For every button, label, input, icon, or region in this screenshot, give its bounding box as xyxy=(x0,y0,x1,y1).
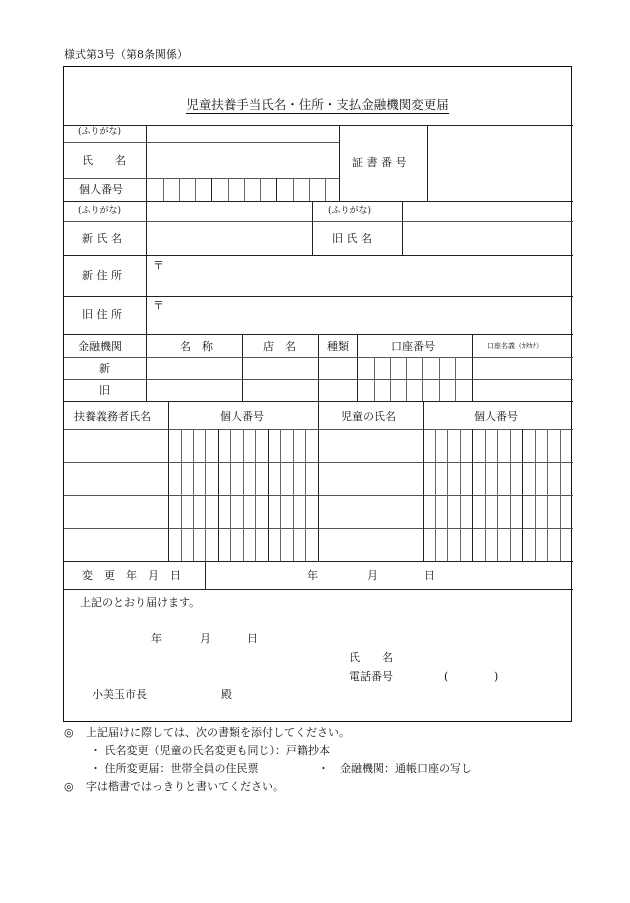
furigana-new-label: (ふりがな) xyxy=(78,206,122,216)
addressee-mayor: 小美玉市長 xyxy=(92,688,147,701)
new-name-field[interactable] xyxy=(147,222,311,255)
bank-col-holder: 口座名義（ｶﾀｶﾅ） xyxy=(487,342,543,350)
furigana-label: (ふりがな) xyxy=(78,127,122,137)
personal-number-field[interactable] xyxy=(147,179,338,201)
bank-col-type: 種類 xyxy=(327,340,349,353)
note-line-2: 字は楷書ではっきりと書いてください。 xyxy=(86,780,284,793)
honorific: 殿 xyxy=(221,688,232,701)
change-date-day: 日 xyxy=(424,569,435,582)
note-mark-1: ◎ xyxy=(64,726,74,739)
certificate-number-field[interactable] xyxy=(428,126,572,201)
phone-paren-close: ) xyxy=(494,670,499,683)
furigana-field[interactable] xyxy=(147,126,338,142)
note-bullet-3: ・ 金融機関：通帳口座の写し xyxy=(318,762,472,775)
name-field[interactable] xyxy=(147,143,338,178)
new-address-label: 新 住 所 xyxy=(82,269,122,282)
furigana-old-label: (ふりがな) xyxy=(328,206,372,216)
old-address-label: 旧 住 所 xyxy=(82,308,122,321)
child-name-label: 児童の氏名 xyxy=(341,410,396,423)
note-bullet-2: ・ 住所変更届：世帯全員の住民票 xyxy=(90,762,259,775)
bank-col-name: 名 称 xyxy=(180,340,213,353)
bank-col-account: 口座番号 xyxy=(391,340,435,353)
change-date-month: 月 xyxy=(367,569,378,582)
old-name-label: 旧 氏 名 xyxy=(332,232,372,245)
declaration-year: 年 xyxy=(151,632,162,645)
new-address-field[interactable] xyxy=(147,256,572,296)
new-name-label: 新 氏 名 xyxy=(82,232,122,245)
phone-paren-open: ( xyxy=(444,670,449,683)
old-name-field[interactable] xyxy=(403,222,572,255)
change-date-year: 年 xyxy=(307,569,318,582)
old-address-field[interactable] xyxy=(147,297,572,334)
name-label: 氏 名 xyxy=(82,154,126,167)
bank-row-new: 新 xyxy=(99,362,110,375)
personal-number-label-1: 個人番号 xyxy=(220,410,264,423)
applicant-name-label: 氏 名 xyxy=(349,651,393,664)
certificate-number-label: 証 書 番 号 xyxy=(352,156,407,169)
note-mark-2: ◎ xyxy=(64,780,74,793)
postal-mark-old: 〒 xyxy=(153,299,164,312)
bank-row-old: 旧 xyxy=(99,384,110,397)
declaration-statement: 上記のとおり届けます。 xyxy=(80,596,201,609)
change-date-label: 変 更 年 月 日 xyxy=(82,569,181,582)
form-title: 児童扶養手当氏名・住所・支払金融機関変更届 xyxy=(186,97,449,112)
postal-mark-new: 〒 xyxy=(153,259,164,272)
declaration-day: 日 xyxy=(247,632,258,645)
personal-number-label-2: 個人番号 xyxy=(474,410,518,423)
change-notification-form xyxy=(63,66,572,722)
bank-col-branch: 店 名 xyxy=(263,340,296,353)
bank-header: 金融機関 xyxy=(78,340,122,353)
form-reference-number: 様式第3号（第8条関係） xyxy=(64,48,188,61)
phone-number-label: 電話番号 xyxy=(349,670,393,683)
note-line-1: 上記届けに際しては、次の書類を添付してください。 xyxy=(86,726,350,739)
note-bullet-1: ・ 氏名変更（児童の氏名変更も同じ）：戸籍抄本 xyxy=(90,744,330,757)
personal-number-label: 個人番号 xyxy=(79,183,123,196)
declaration-month: 月 xyxy=(200,632,211,645)
obligor-name-label: 扶養義務者氏名 xyxy=(74,410,151,423)
